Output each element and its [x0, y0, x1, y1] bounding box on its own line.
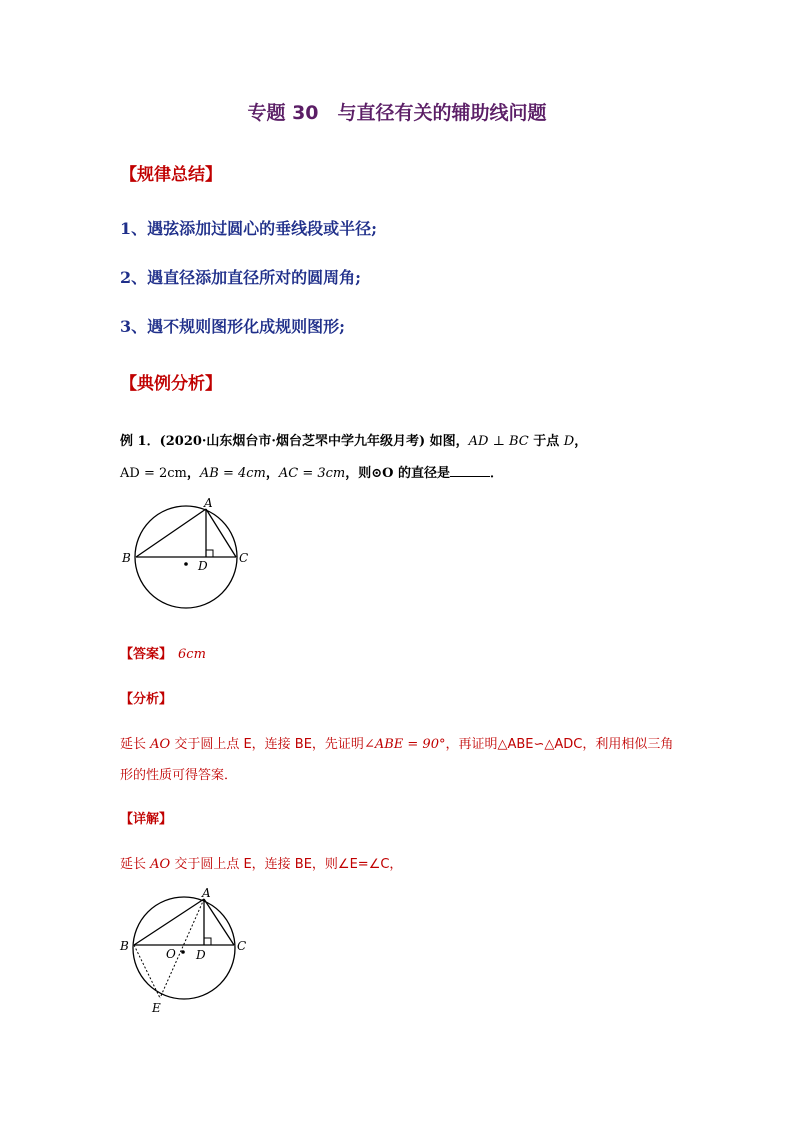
analysis-ao: AO	[150, 737, 171, 752]
page-title: 专题 30 与直径有关的辅助线问题	[247, 102, 547, 124]
figure2-label-a: A	[202, 887, 211, 900]
analysis-text-c: ，再证明△ABE∽△ADC，利用相似三角	[445, 737, 674, 752]
example1-condition-suffix: 于点	[528, 434, 564, 449]
figure2-label-d: D	[196, 948, 206, 962]
figure-2-diagram	[110, 887, 270, 1022]
example1-condition: AD ⊥ BC	[468, 434, 529, 449]
example1-sep-2: ，	[265, 466, 279, 481]
example1-ad: AD = 2cm	[120, 466, 187, 481]
rule-item-1: 1、遇弦添加过圆心的垂线段或半径;	[120, 219, 378, 238]
example1-line1	[120, 430, 587, 449]
analysis-text-a: 延长	[120, 737, 151, 752]
figure2-label-b: B	[120, 939, 129, 953]
examples-header: 【典例分析】	[120, 374, 222, 394]
figure-1-diagram	[110, 495, 270, 620]
rules-header: 【规律总结】	[120, 165, 222, 185]
answer-row	[120, 643, 206, 662]
example1-sep-1: ，	[186, 466, 200, 481]
figure1-label-d: D	[198, 559, 208, 573]
answer-value: 6cm	[178, 647, 206, 662]
example1-end: ．	[490, 466, 504, 481]
analysis-line-2: 形的性质可得答案．	[120, 768, 238, 783]
answer-tag: 【答案】	[120, 647, 173, 662]
detail-tag: 【详解】	[120, 812, 173, 827]
example1-line2	[120, 462, 503, 481]
example1-label: 例 1．(2020·山东烟台市·烟台芝罘中学九年级月考) 如图，	[120, 434, 469, 449]
rule-item-3: 3、遇不规则图形化成规则图形;	[120, 317, 346, 336]
detail-text-a: 延长	[120, 857, 151, 872]
figure1-right-angle-mark	[206, 550, 213, 557]
figure1-label-b: B	[122, 551, 131, 565]
example1-point: D	[563, 434, 575, 449]
example1-comma: ，	[574, 434, 588, 449]
rule-item-2: 2、遇直径添加直径所对的圆周角;	[120, 268, 362, 287]
example1-ac: AC = 3cm	[278, 466, 346, 481]
example1-ab: AB = 4cm	[199, 466, 266, 481]
example1-tail: ，则⊙O 的直径是	[345, 466, 450, 481]
detail-line-1	[120, 853, 402, 872]
figure1-label-c: C	[239, 551, 249, 565]
figure1-label-a: A	[204, 496, 213, 510]
figure2-label-c: C	[237, 939, 247, 953]
answer-blank	[450, 464, 490, 477]
figure2-label-e: E	[152, 1001, 161, 1015]
detail-ao: AO	[150, 857, 171, 872]
figure2-center-point	[181, 950, 185, 954]
figure2-right-angle-mark	[204, 938, 211, 945]
analysis-angle: ∠ABE = 90°	[363, 737, 446, 752]
figure2-label-o: O	[166, 947, 176, 961]
analysis-tag: 【分析】	[120, 692, 173, 707]
figure1-segment-ab	[136, 509, 206, 557]
detail-text-b: 交于圆上点 E，连接 BE，则∠E=∠C，	[170, 857, 403, 872]
figure1-center-point	[184, 562, 188, 566]
analysis-text-b: 交于圆上点 E，连接 BE，先证明	[170, 737, 364, 752]
analysis-line-1	[120, 733, 673, 752]
